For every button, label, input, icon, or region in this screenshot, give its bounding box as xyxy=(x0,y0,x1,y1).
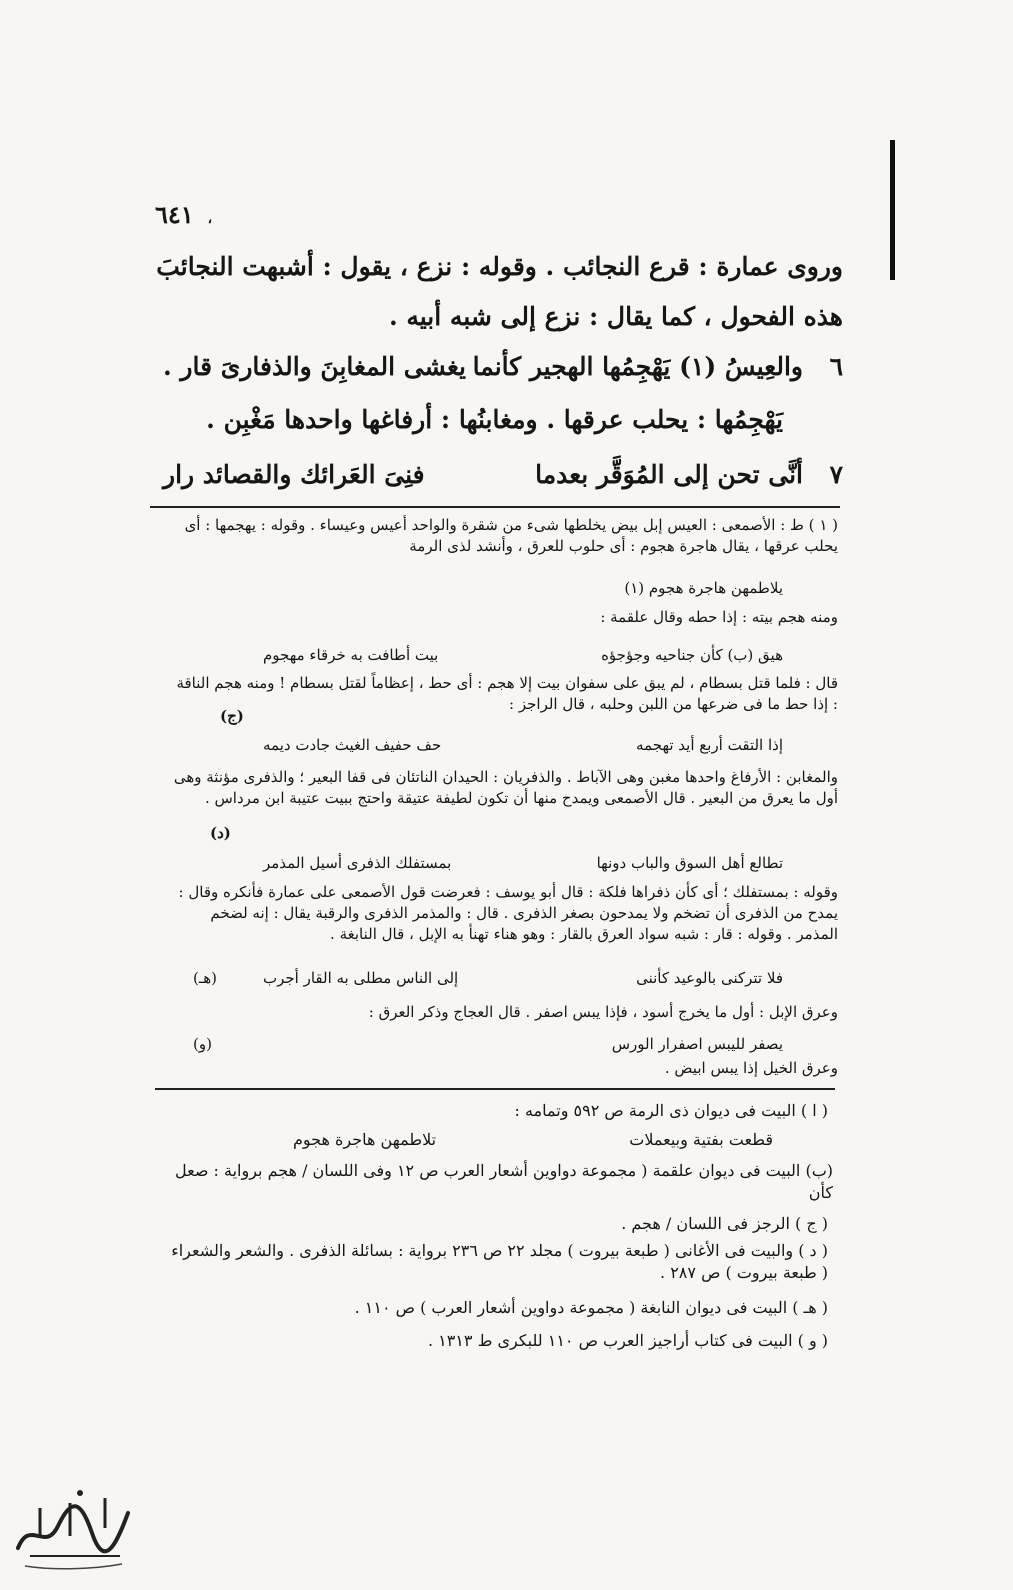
verse-second-hemistich: تلاطمهن هاجرة هجوم xyxy=(293,1130,437,1149)
reference-tag: (و) xyxy=(193,1035,212,1053)
verse-second-hemistich: إلى الناس مطلى به القار أجرب xyxy=(263,969,459,987)
page-number-mark: ، xyxy=(207,211,213,227)
commentary-paragraph: وعرق الخيل إذا يبس ابيض . xyxy=(664,1059,838,1077)
reference-tag: (ج) xyxy=(220,707,244,725)
separator-line xyxy=(150,506,840,508)
verse-first-hemistich: قطعت بفتية وبيعملات xyxy=(629,1130,773,1149)
footnote: ( ج ) الرجز فى اللسان / هجم . xyxy=(621,1214,828,1233)
footnote: (ب) البيت فى ديوان علقمة ( مجموعة دواوين أشعار العرب ص ١٢ وفى اللسان / هجم برواية : صعل كأن xyxy=(175,1161,833,1202)
verse-second-hemistich: يغشى المغابِنَ والذفارىَ قار . xyxy=(163,352,466,381)
commentary-paragraph: ومنه هجم بيته : إذا حطه وقال علقمة : xyxy=(600,608,838,626)
footnote: ( ا ) البيت فى ديوان ذى الرمة ص ٥٩٢ وتمامه : xyxy=(514,1101,828,1120)
main-text-line-2: هذه الفحول ، كما يقال : نزع إلى شبه أبيه . xyxy=(388,302,843,331)
footnote: ( د ) والبيت فى الأغانى ( طبعة بيروت ) مجلد ٢٢ ص ٢٣٦ برواية : بسائلة الذفرى . والشعر والشعراء ( طبعة بيروت ) ص ٢٨٧ . xyxy=(171,1241,828,1282)
footnote: ( و ) البيت فى كتاب أراجيز العرب ص ١١٠ للبكرى ط ١٣١٣ . xyxy=(427,1331,828,1350)
verse-second-hemistich: حف حفيف الغيث جادت ديمه xyxy=(263,736,442,754)
verse-number: ٦ xyxy=(829,352,843,381)
main-text-line-1: وروى عمارة : قرع النجائب . وقوله : نزع ، يقول : أشبهت النجائبَ xyxy=(156,252,843,281)
page-number-value: ٦٤١ xyxy=(155,200,194,229)
commentary-paragraph: وعرق الإبل : أول ما يخرج أسود ، فإذا يبس اصفر . قال العجاج وذكر العرق : xyxy=(368,1003,838,1021)
verse-first-hemistich: إذا التقت أربع أيد تهجمه xyxy=(636,736,783,754)
verse-first-hemistich: تطالع أهل السوق والباب دونها xyxy=(596,854,783,872)
verse-second-hemistich: فنِىَ العَرائك والقصائد رار xyxy=(163,460,425,489)
verse-first-hemistich: يلاطمهن هاجرة هجوم (١) xyxy=(624,579,783,597)
verse-number: ٧ xyxy=(829,460,843,489)
verse-first-hemistich: والعِيسُ (١) يَهْجِمُها الهجير كأنما xyxy=(472,352,803,381)
commentary-paragraph: ( ١ ) ط : الأصمعى : العيس إبل بيض يخلطها شىء من شقرة والواحد أعيس وعيساء . وقوله : يهجمها : أى يحلب عرقها ، يقال هاجرة هجوم : أى حلوب للعرق ، وأنشد لذى الرمة xyxy=(184,516,838,555)
commentary-paragraph: قال : فلما قتل بسطام ، لم يبق على سفوان بيت إلا هجم : أى حط ، إعظاماً لقتل بسطام ! ومنه هجم الناقة : إذا حط ما فى ضرعها من اللبن وحلبه ، قال الراجز : xyxy=(176,674,838,713)
verse-first-hemistich: يصفر لليبس اصفرار الورس xyxy=(611,1035,783,1053)
verse-second-hemistich: بمستفلك الذفرى أسيل المذمر xyxy=(263,854,452,872)
page-number xyxy=(155,200,212,229)
reference-tag: (د) xyxy=(210,824,231,842)
gloss-verse-6: يَهْجِمُها : يحلب عرقها . ومغابنُها : أرفاغها واحدها مَغْبِن . xyxy=(206,405,783,434)
commentary-paragraph: وقوله : بمستفلك ؛ أى كأن ذفراها فلكة : قال أبو يوسف : فعرضت قول الأصمعى على عمارة فأنكره وقال : يمدح من الذفرى أن تضخم ولا يمدحون بصغر الذفرى . قال : والمذمر الذفرى والرقبة يقال : إنه لضخم المذمر . وقوله : قار : شبه سواد العرق بالقار : وهو هناء تهنأ به الإبل ، قال النابغة . xyxy=(178,883,838,943)
verse-second-hemistich: بيت أطافت به خرقاء مهجوم xyxy=(263,646,439,664)
commentary-paragraph: والمغابن : الأرفاغ واحدها مغبن وهى الآباط . والذفريان : الحيدان الناتئان فى قفا البعير ؛ والذفرى مؤنثة وهى أول ما يعرق من البعير . قال الأصمعى ويمدح منها أن تكون لطيفة عتيقة واحتج ببيت عتيبة ابن مرداس . xyxy=(173,768,838,807)
verse-first-hemistich: فلا تتركنى بالوعيد كأننى xyxy=(636,969,783,987)
verse-first-hemistich: أنَّى تحن إلى المُوَقَّر بعدما xyxy=(535,460,803,489)
footnote: ( هـ ) البيت فى ديوان النابغة ( مجموعة دواوين أشعار العرب ) ص ١١٠ . xyxy=(354,1298,828,1317)
binding-edge-mark xyxy=(890,140,895,280)
reference-tag: (هـ) xyxy=(193,969,218,987)
footnote-separator xyxy=(155,1088,835,1090)
library-stamp-logo xyxy=(10,1478,140,1574)
verse-first-hemistich: هيق (ب) كأن جناحيه وجؤجؤه xyxy=(601,646,783,664)
